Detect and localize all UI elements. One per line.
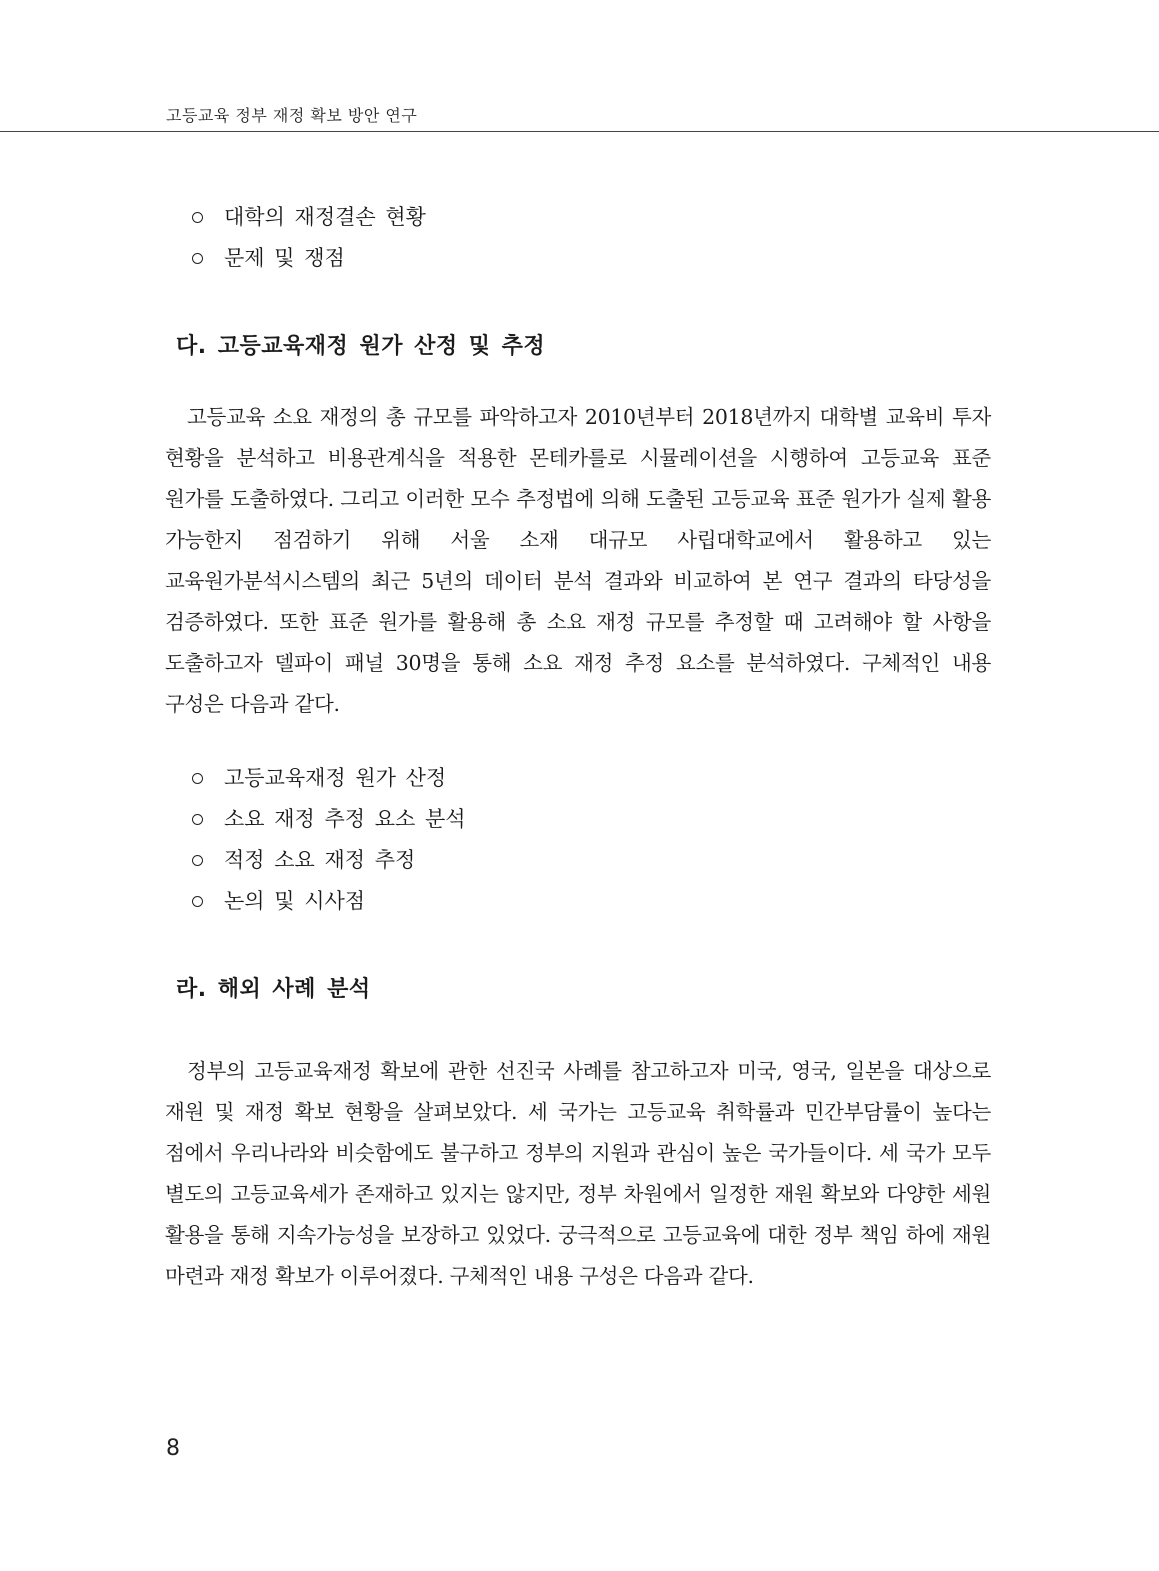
list-item-text: 대학의 재정결손 현황 [224, 205, 426, 229]
section-c-paragraph: 고등교육 소요 재정의 총 규모를 파악하고자 2010년부터 2018년까지 대학별 교육비 투자 현황을 분석하고 비용관계식을 적용한 몬테카를로 시뮬레이션을 시행하여 고등교육 표준 원가를 도출하였다. 그리고 이러한 모수 추정법에 의해 도출된 고등교육 표준 원가가 실제 활용 가능한지 점검하기 위해 서울 소재 대규모 사립대학교에서 활용하고 있는 교육원가분석시스템의 최근 5년의 데이터 분석 결과와 비교하여 본 연구 결과의 타당성을 검증하였다. 또한 표준 원가를 활용해 총 소요 재정 규모를 추정할 때 고려해야 할 사항을 도출하고자 델파이 패널 30명을 통해 소요 재정 추정 요소를 분석하였다. 구체적인 내용 구성은 다음과 같다. [165, 405, 991, 716]
list-item [190, 197, 426, 238]
section-d-paragraph: 정부의 고등교육재정 확보에 관한 선진국 사례를 참고하고자 미국, 영국, 일본을 대상으로 재원 및 재정 확보 현황을 살펴보았다. 세 국가는 고등교육 취학률과 민간부담률이 높다는 점에서 우리나라와 비슷함에도 불구하고 정부의 지원과 관심이 높은 국가들이다. 세 국가 모두 별도의 고등교육세가 존재하고 있지는 않지만, 정부 차원에서 일정한 재원 확보와 다양한 세원 활용을 통해 지속가능성을 보장하고 있었다. 궁극적으로 고등교육에 대한 정부 책임 하에 재원 마련과 재정 확보가 이루어졌다. 구체적인 내용 구성은 다음과 같다. [165, 1059, 991, 1288]
section-heading-d: 라. 해외 사례 분석 [176, 977, 371, 1002]
list-item-text: 고등교육재정 원가 산정 [224, 766, 447, 790]
list-item-text: 소요 재정 추정 요소 분석 [224, 807, 466, 831]
list-item [190, 840, 466, 881]
circle-bullet-icon [192, 855, 203, 866]
top-bullet-list [190, 197, 426, 279]
list-item [190, 758, 466, 799]
circle-bullet-icon [192, 814, 203, 825]
section-heading-c: 다. 고등교육재정 원가 산정 및 추정 [176, 334, 546, 359]
list-item-text: 적정 소요 재정 추정 [224, 848, 416, 872]
running-header: 고등교육 정부 재정 확보 방안 연구 [166, 106, 418, 125]
list-item [190, 881, 466, 922]
section-c-bullet-list [190, 758, 466, 922]
circle-bullet-icon [192, 773, 203, 784]
list-item [190, 238, 426, 279]
circle-bullet-icon [192, 212, 203, 223]
list-item-text: 문제 및 쟁점 [224, 246, 345, 270]
list-item [190, 799, 466, 840]
circle-bullet-icon [192, 896, 203, 907]
list-item-text: 논의 및 시사점 [224, 889, 366, 913]
header-rule [0, 131, 1159, 132]
page-number: 8 [166, 1436, 180, 1461]
circle-bullet-icon [192, 253, 203, 264]
